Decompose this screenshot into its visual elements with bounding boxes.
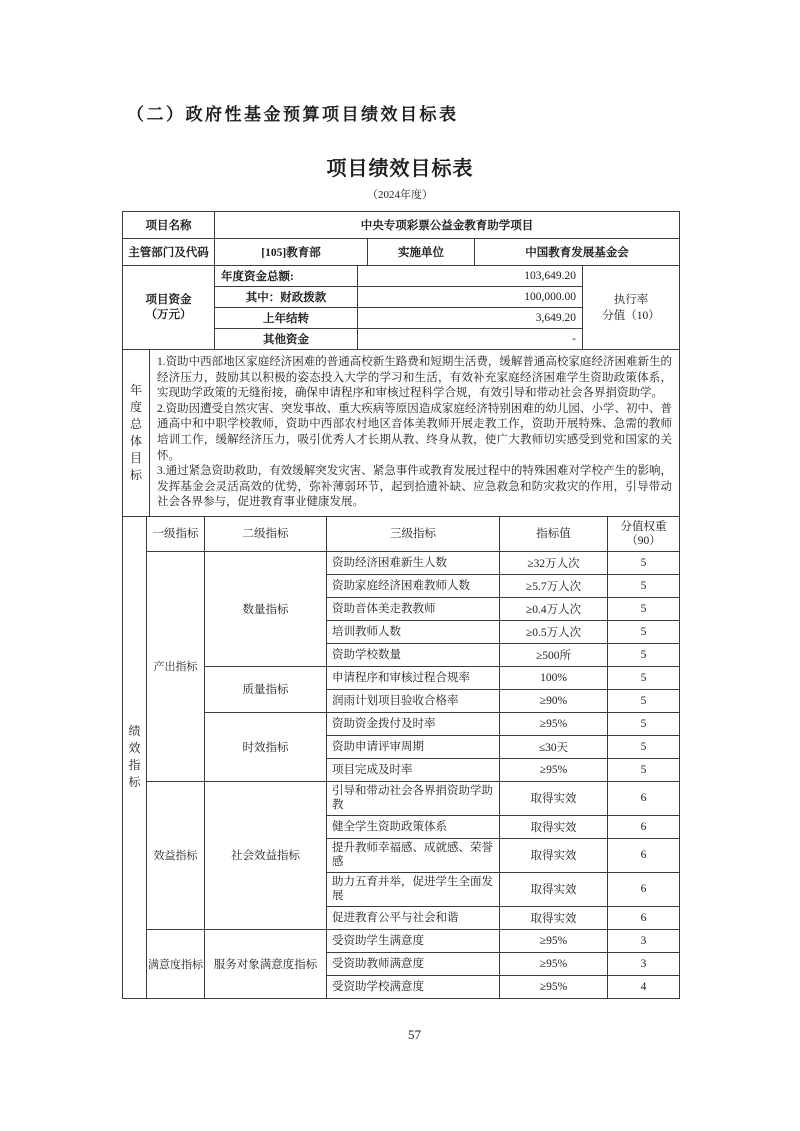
indicator-score: 5: [608, 597, 680, 620]
funding-item-value: 3,649.20: [358, 308, 583, 329]
table-row: [123, 212, 680, 239]
indicator-row: [123, 929, 680, 952]
goal-paragraph: 2.资助因遭受自然灾害、突发事故、重大疾病等原因造成家庭经济特别困难的幼儿园、小学、初中、普通高中和中职学校教师，资助中西部农村地区音体美教师开展走教工作，资助开展特殊、急需的教师培训工作，缓解经济压力，吸引优秀人才长期从教、终身从教，使广大教师切实感受到党和国家的关怀。: [157, 402, 672, 462]
indicator-name: 助力五育并举，促进学生全面发展: [327, 872, 500, 906]
indicators-section-label: 绩效指标: [123, 516, 147, 998]
indicator-value: ≥0.5万人次: [500, 620, 608, 643]
level2-service-satisfaction: 服务对象满意度指标: [205, 929, 327, 998]
indicator-score: 5: [608, 689, 680, 712]
implementer-label: 实施单位: [368, 239, 475, 266]
header-weight: 分值权重 （90）: [608, 516, 680, 551]
level2-quality: 质量指标: [205, 666, 327, 712]
indicator-name: 申请程序和审核过程合规率: [327, 666, 500, 689]
indicator-score: 5: [608, 643, 680, 666]
performance-target-table: [122, 211, 679, 999]
indicator-name: 提升教师幸福感、成就感、荣誉感: [327, 838, 500, 872]
indicator-name: 培训教师人数: [327, 620, 500, 643]
header-value: 指标值: [500, 516, 608, 551]
indicator-value: ≥5.7万人次: [500, 574, 608, 597]
level2-quantity: 数量指标: [205, 551, 327, 666]
header-level2: 二级指标: [205, 516, 327, 551]
indicator-row: [123, 551, 680, 574]
indicator-value: ≥90%: [500, 689, 608, 712]
indicator-value: 100%: [500, 666, 608, 689]
indicators-header-row: [123, 516, 680, 551]
funding-item-label: 上年结转: [215, 308, 358, 329]
funding-table: [122, 265, 680, 350]
funding-item-value: 103,649.20: [358, 266, 583, 287]
indicator-score: 3: [608, 952, 680, 975]
funding-item-label: 其他资金: [215, 329, 358, 350]
funding-label: 项目资金 （万元）: [123, 266, 215, 350]
indicator-name: 资助音体美走教教师: [327, 597, 500, 620]
indicator-score: 6: [608, 815, 680, 838]
indicator-value: ≤30天: [500, 735, 608, 758]
indicator-name: 资助家庭经济困难教师人数: [327, 574, 500, 597]
indicator-value: 取得实效: [500, 906, 608, 929]
section-heading: （二）政府性基金预算项目绩效目标表: [127, 105, 459, 124]
indicator-row: [123, 781, 680, 815]
table-subtitle: （2024年度）: [367, 189, 433, 201]
indicator-value: ≥32万人次: [500, 551, 608, 574]
funding-item-value: 100,000.00: [358, 287, 583, 308]
indicator-name: 引导和带动社会各界捐资助学助教: [327, 781, 500, 815]
indicator-value: 取得实效: [500, 872, 608, 906]
annual-goals-text: [150, 350, 680, 517]
indicator-name: 润雨计划项目验收合格率: [327, 689, 500, 712]
indicator-name: 健全学生资助政策体系: [327, 815, 500, 838]
indicator-score: 5: [608, 551, 680, 574]
indicator-value: ≥95%: [500, 975, 608, 998]
implementer-value: 中国教育发展基金会: [475, 239, 680, 266]
indicator-row: [123, 712, 680, 735]
indicator-name: 受资助学生满意度: [327, 929, 500, 952]
annual-goals-table: [122, 349, 680, 517]
level1-satisfaction: 满意度指标: [147, 929, 205, 998]
indicator-name: 资助学校数量: [327, 643, 500, 666]
goal-paragraph: 1.资助中西部地区家庭经济困难的普通高校新生路费和短期生活费，缓解普通高校家庭经济困难新生的经济压力，鼓励其以积极的姿态投入大学的学习和生活，有效补充家庭经济困难学生资助政策体系，实现助学政策的无缝衔接，确保申请程序和审核过程科学合规，有效引导和带动社会各界捐资助学。: [157, 356, 672, 400]
indicator-score: 5: [608, 620, 680, 643]
indicator-name: 资助经济困难新生人数: [327, 551, 500, 574]
indicator-value: ≥500所: [500, 643, 608, 666]
indicator-score: 5: [608, 712, 680, 735]
level2-social-benefit: 社会效益指标: [205, 781, 327, 929]
indicator-value: 取得实效: [500, 781, 608, 815]
funding-item-label: 年度资金总额:: [215, 266, 358, 287]
indicator-score: 5: [608, 666, 680, 689]
indicator-score: 5: [608, 574, 680, 597]
indicator-value: ≥95%: [500, 952, 608, 975]
funding-item-label: 其中：财政拨款: [215, 287, 358, 308]
indicator-value: ≥95%: [500, 929, 608, 952]
project-info-table: [122, 211, 680, 266]
indicator-name: 项目完成及时率: [327, 758, 500, 781]
indicator-value: 取得实效: [500, 838, 608, 872]
annual-goals-label: 年度总体目标: [123, 350, 150, 517]
execution-rate-score: 执行率 分值（10）: [583, 266, 680, 350]
indicator-row: [123, 666, 680, 689]
indicator-score: 4: [608, 975, 680, 998]
department-label: 主管部门及代码: [123, 239, 215, 266]
goal-paragraph: 3.通过紧急资助救助，有效缓解突发灾害、紧急事件或教育发展过程中的特殊困难对学校产生的影响，发挥基金会灵活高效的优势，弥补薄弱环节，起到拾遗补缺、应急救急和防灾救灾的作用，引导带动社会各界参与，促进教育事业健康发展。: [157, 465, 672, 509]
funding-item-value: -: [358, 329, 583, 350]
level1-benefit: 效益指标: [147, 781, 205, 929]
indicator-score: 5: [608, 758, 680, 781]
header-level3: 三级指标: [327, 516, 500, 551]
indicator-score: 3: [608, 929, 680, 952]
table-title: 项目绩效目标表: [326, 158, 474, 180]
indicator-score: 5: [608, 735, 680, 758]
table-row: [123, 266, 680, 287]
project-name-label: 项目名称: [123, 212, 215, 239]
level2-timeliness: 时效指标: [205, 712, 327, 781]
indicator-name: 资助申请评审周期: [327, 735, 500, 758]
indicator-value: ≥0.4万人次: [500, 597, 608, 620]
indicator-value: ≥95%: [500, 712, 608, 735]
indicator-value: ≥95%: [500, 758, 608, 781]
indicator-name: 受资助教师满意度: [327, 952, 500, 975]
indicators-table: [122, 516, 680, 999]
indicator-value: 取得实效: [500, 815, 608, 838]
indicator-score: 6: [608, 838, 680, 872]
department-value: [105]教育部: [215, 239, 368, 266]
indicator-score: 6: [608, 872, 680, 906]
indicator-name: 资助资金拨付及时率: [327, 712, 500, 735]
page-number: 57: [408, 1027, 421, 1042]
level1-output: 产出指标: [147, 551, 205, 781]
table-row: [123, 350, 680, 517]
header-level1: 一级指标: [147, 516, 205, 551]
indicator-name: 受资助学校满意度: [327, 975, 500, 998]
indicator-score: 6: [608, 906, 680, 929]
indicator-score: 6: [608, 781, 680, 815]
table-row: [123, 239, 680, 266]
indicator-name: 促进教育公平与社会和谐: [327, 906, 500, 929]
project-name-value: 中央专项彩票公益金教育助学项目: [215, 212, 680, 239]
